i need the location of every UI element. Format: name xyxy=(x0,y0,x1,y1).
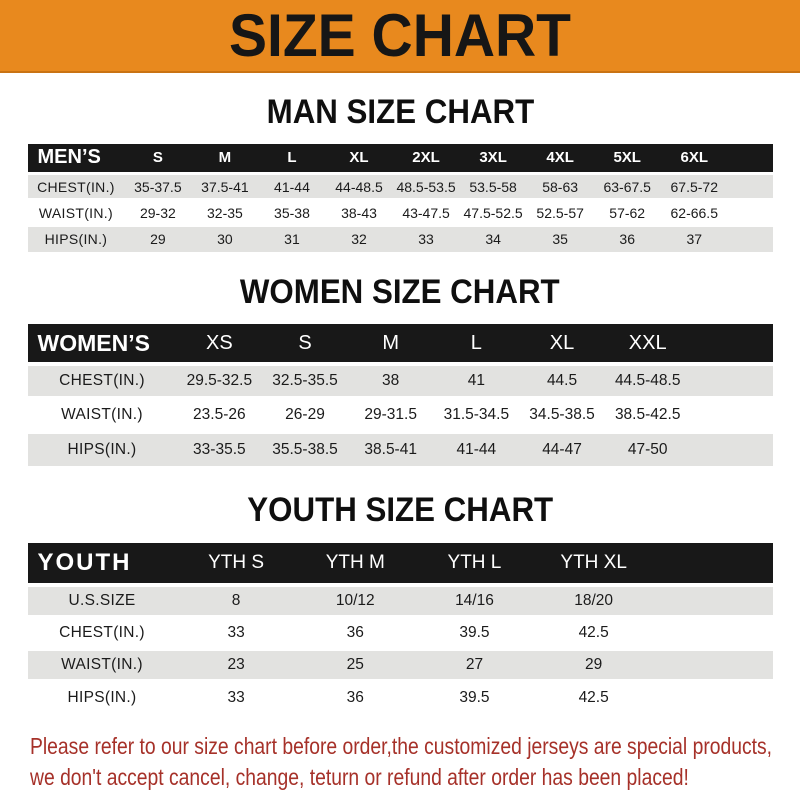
footer-note xyxy=(30,731,800,793)
row-label: HIPS(IN.) xyxy=(28,681,177,713)
size-cell: 38.5-41 xyxy=(348,432,434,466)
size-cell: 53.5-58 xyxy=(460,174,527,200)
size-cell: 44.5 xyxy=(519,364,605,398)
size-cell: 67.5-72 xyxy=(661,174,728,200)
size-cell: 39.5 xyxy=(415,681,534,713)
table-header-row xyxy=(28,324,773,364)
size-cell: 29-31.5 xyxy=(348,398,434,432)
spacer-cell xyxy=(728,144,773,174)
row-label: CHEST(IN.) xyxy=(28,617,177,649)
size-cell: 48.5-53.5 xyxy=(393,174,460,200)
size-column-header: 3XL xyxy=(479,149,507,167)
table-row xyxy=(28,200,773,226)
table-corner-label: YOUTH xyxy=(37,549,132,577)
size-cell: 44-47 xyxy=(519,432,605,466)
size-cell: 25 xyxy=(296,649,415,681)
page-title: SIZE CHART xyxy=(229,1,571,69)
size-column-header: S xyxy=(152,149,163,167)
size-cell: 35.5-38.5 xyxy=(262,432,348,466)
size-cell: 42.5 xyxy=(534,617,653,649)
size-cell: 34 xyxy=(460,226,527,252)
size-cell: 35-37.5 xyxy=(124,174,191,200)
row-label: HIPS(IN.) xyxy=(28,226,125,252)
size-cell: 37 xyxy=(661,226,728,252)
section-title-women: WOMEN SIZE CHART xyxy=(240,272,560,311)
row-label: HIPS(IN.) xyxy=(28,432,177,466)
women-size-table xyxy=(28,324,773,466)
size-cell: 36 xyxy=(296,681,415,713)
size-cell: 41-44 xyxy=(434,432,520,466)
row-label: WAIST(IN.) xyxy=(28,398,177,432)
spacer-cell xyxy=(653,681,772,713)
section-youth xyxy=(0,492,800,713)
spacer-cell xyxy=(728,226,773,252)
spacer-cell xyxy=(691,432,773,466)
size-cell: 39.5 xyxy=(415,617,534,649)
size-cell: 44.5-48.5 xyxy=(605,364,691,398)
size-column-header: YTH M xyxy=(325,552,385,574)
table-row xyxy=(28,364,773,398)
size-cell: 34.5-38.5 xyxy=(519,398,605,432)
size-column-header: YTH XL xyxy=(560,552,627,574)
row-label: CHEST(IN.) xyxy=(28,174,125,200)
size-cell: 33-35.5 xyxy=(177,432,263,466)
size-cell: 63-67.5 xyxy=(594,174,661,200)
size-cell: 42.5 xyxy=(534,681,653,713)
table-row xyxy=(28,649,773,681)
size-column-header: S xyxy=(298,331,312,354)
table-corner-label: MEN’S xyxy=(37,146,101,169)
table-row xyxy=(28,432,773,466)
table-row xyxy=(28,617,773,649)
size-column-header: 4XL xyxy=(546,149,574,167)
row-label: WAIST(IN.) xyxy=(28,200,125,226)
size-column-header: YTH S xyxy=(208,552,265,574)
size-cell: 23.5-26 xyxy=(177,398,263,432)
size-cell: 38-43 xyxy=(325,200,392,226)
size-cell: 29 xyxy=(124,226,191,252)
size-cell: 35-38 xyxy=(258,200,325,226)
size-cell: 37.5-41 xyxy=(191,174,258,200)
size-cell: 43-47.5 xyxy=(393,200,460,226)
men-size-table xyxy=(28,144,773,252)
size-cell: 10/12 xyxy=(296,585,415,617)
footer-line-1: Please refer to our size chart before order,the customized jerseys are special products, xyxy=(30,733,773,760)
table-row xyxy=(28,585,773,617)
size-cell: 41-44 xyxy=(258,174,325,200)
size-cell: 18/20 xyxy=(534,585,653,617)
size-cell: 58-63 xyxy=(527,174,594,200)
size-cell: 32-35 xyxy=(191,200,258,226)
size-column-header: 5XL xyxy=(613,149,641,167)
size-column-header: M xyxy=(382,331,400,354)
table-row xyxy=(28,398,773,432)
size-cell: 31 xyxy=(258,226,325,252)
section-men xyxy=(0,94,800,252)
size-cell: 38 xyxy=(348,364,434,398)
size-cell: 23 xyxy=(177,649,296,681)
size-cell: 36 xyxy=(296,617,415,649)
size-cell: 44-48.5 xyxy=(325,174,392,200)
size-cell: 29 xyxy=(534,649,653,681)
spacer-cell xyxy=(653,649,772,681)
size-cell: 29-32 xyxy=(124,200,191,226)
size-cell: 29.5-32.5 xyxy=(177,364,263,398)
size-cell: 33 xyxy=(177,617,296,649)
spacer-cell xyxy=(691,398,773,432)
size-cell: 32 xyxy=(325,226,392,252)
size-column-header: L xyxy=(287,149,297,167)
table-corner-label: WOMEN’S xyxy=(37,329,150,356)
size-cell: 33 xyxy=(393,226,460,252)
row-label: U.S.SIZE xyxy=(28,585,177,617)
size-column-header: XL xyxy=(549,331,575,354)
size-cell: 26-29 xyxy=(262,398,348,432)
size-cell: 57-62 xyxy=(594,200,661,226)
table-row xyxy=(28,174,773,200)
size-cell: 41 xyxy=(434,364,520,398)
spacer-cell xyxy=(653,543,772,585)
size-cell: 30 xyxy=(191,226,258,252)
table-row xyxy=(28,681,773,713)
spacer-cell xyxy=(653,585,772,617)
size-cell: 47.5-52.5 xyxy=(460,200,527,226)
size-column-header: YTH L xyxy=(447,552,502,574)
size-cell: 36 xyxy=(594,226,661,252)
size-cell: 33 xyxy=(177,681,296,713)
size-column-header: 2XL xyxy=(412,149,440,167)
size-cell: 38.5-42.5 xyxy=(605,398,691,432)
size-column-header: 6XL xyxy=(680,149,708,167)
section-women xyxy=(0,274,800,467)
spacer-cell xyxy=(691,364,773,398)
table-row xyxy=(28,226,773,252)
size-column-header: XXL xyxy=(628,331,667,354)
size-cell: 47-50 xyxy=(605,432,691,466)
size-cell: 62-66.5 xyxy=(661,200,728,226)
youth-size-table xyxy=(28,543,773,713)
size-column-header: XL xyxy=(349,149,369,167)
footer-line-2: we don't accept cancel, change, teturn or refund after order has been placed! xyxy=(30,764,689,791)
spacer-cell xyxy=(728,200,773,226)
table-header-row xyxy=(28,144,773,174)
row-label: WAIST(IN.) xyxy=(28,649,177,681)
size-cell: 35 xyxy=(527,226,594,252)
size-cell: 31.5-34.5 xyxy=(434,398,520,432)
size-cell: 52.5-57 xyxy=(527,200,594,226)
section-title-youth: YOUTH SIZE CHART xyxy=(247,491,553,530)
banner xyxy=(0,0,800,73)
size-column-header: XS xyxy=(205,331,233,354)
size-column-header: M xyxy=(218,149,232,167)
size-cell: 14/16 xyxy=(415,585,534,617)
row-label: CHEST(IN.) xyxy=(28,364,177,398)
table-header-row xyxy=(28,543,773,585)
size-cell: 8 xyxy=(177,585,296,617)
size-cell: 27 xyxy=(415,649,534,681)
size-column-header: L xyxy=(470,331,482,354)
section-title-men: MAN SIZE CHART xyxy=(266,93,534,131)
spacer-cell xyxy=(728,174,773,200)
size-cell: 32.5-35.5 xyxy=(262,364,348,398)
spacer-cell xyxy=(653,617,772,649)
spacer-cell xyxy=(691,324,773,364)
